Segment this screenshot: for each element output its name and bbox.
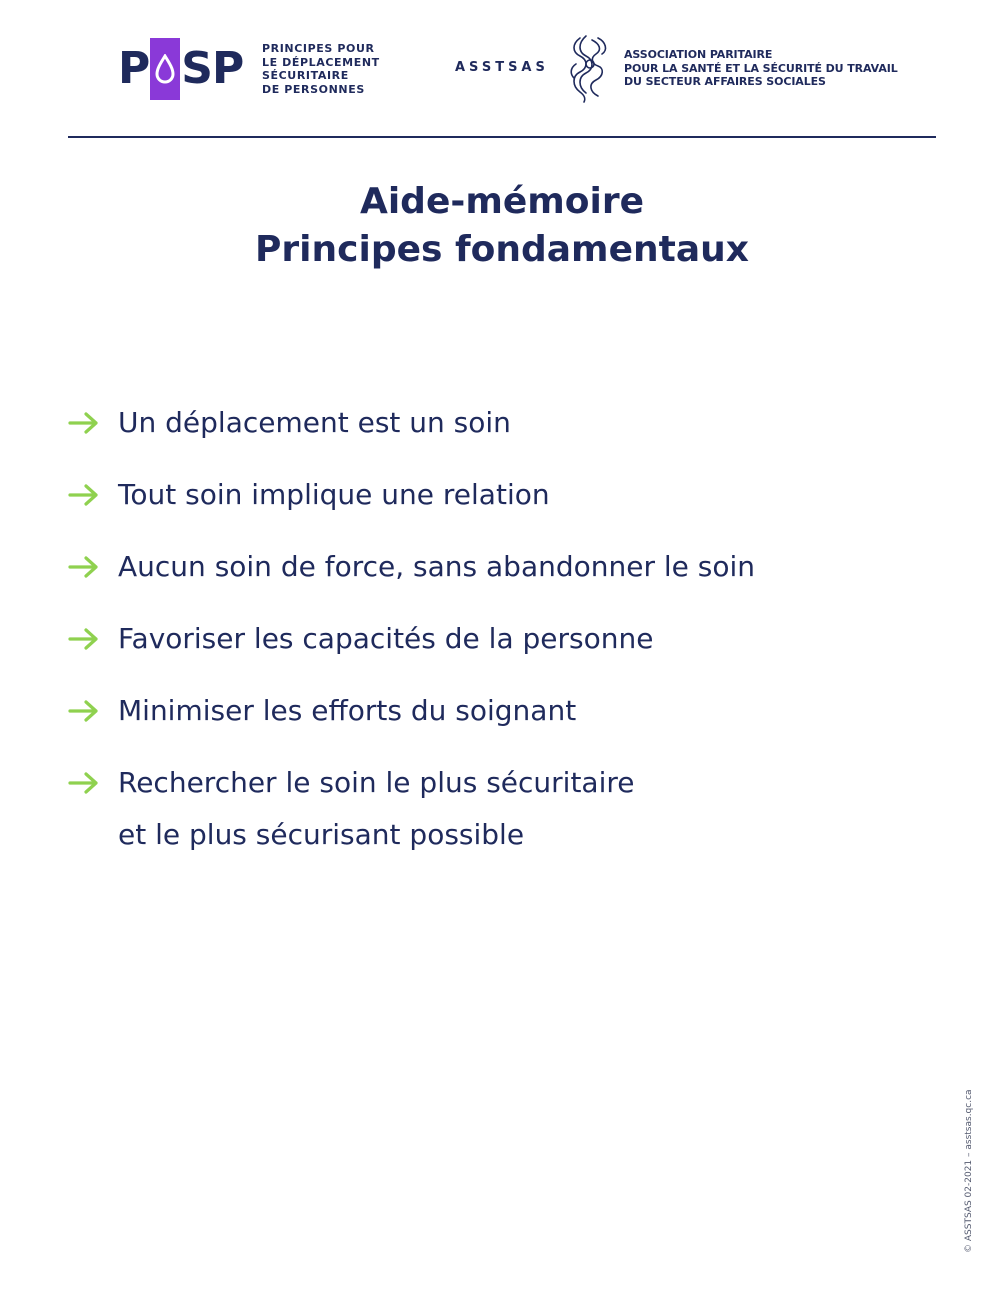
pdsp-logo-letters-sp: SP [181, 43, 244, 94]
pdsp-tagline-line: DE PERSONNES [262, 82, 365, 96]
asstsas-name-line: DU SECTEUR AFFAIRES SOCIALES [624, 75, 826, 88]
arrow-right-icon [68, 483, 100, 507]
principle-text-continued: et le plus sécurisant possible [118, 818, 525, 851]
pdsp-tagline-line: SÉCURITAIRE [262, 69, 349, 82]
copyright-notice: © ASSTSAS 02-2021 – asstsas.qc.ca [964, 1089, 974, 1253]
asstsas-full-name [624, 48, 924, 89]
arrow-right-icon [68, 555, 100, 579]
pdsp-logo-d-box [150, 38, 180, 100]
asstsas-wordmark: ASSTSAS [455, 60, 549, 75]
principle-item [68, 544, 928, 590]
arrow-right-icon [68, 627, 100, 651]
principle-text: Aucun soin de force, sans abandonner le soin [118, 550, 756, 583]
asstsas-name-line: POUR LA SANTÉ ET LA SÉCURITÉ DU TRAVAIL [624, 61, 898, 75]
principle-item [68, 616, 928, 662]
principle-item [68, 400, 928, 446]
arrow-right-icon [68, 699, 100, 723]
pdsp-tagline-line: PRINCIPES POUR [262, 42, 375, 55]
principle-text: Favoriser les capacités de la personne [118, 622, 654, 655]
principle-text: Rechercher le soin le plus sécuritaire [118, 766, 635, 799]
header-divider [68, 136, 936, 138]
arrow-right-icon [68, 771, 100, 795]
principle-text: Tout soin implique une relation [118, 478, 550, 511]
drop-icon [154, 54, 176, 84]
pdsp-logo [118, 38, 243, 100]
principle-item [68, 688, 928, 734]
page-header [0, 0, 1004, 140]
page-title-line-2: Principes fondamentaux [255, 229, 749, 270]
principle-text: Minimiser les efforts du soignant [118, 694, 577, 727]
pdsp-tagline-line: LE DÉPLACEMENT [262, 55, 380, 69]
asstsas-emblem-icon [566, 34, 610, 104]
arrow-right-icon [68, 411, 100, 435]
principle-item [68, 760, 928, 858]
asstsas-name-line: ASSOCIATION PARITAIRE [624, 48, 773, 61]
page-title [0, 178, 1004, 274]
pdsp-tagline [262, 42, 402, 96]
principles-list [68, 400, 928, 884]
pdsp-logo-mark [118, 38, 243, 100]
principle-item [68, 472, 928, 518]
page-title-line-1: Aide-mémoire [359, 181, 644, 222]
principle-text: Un déplacement est un soin [118, 406, 511, 439]
pdsp-logo-letter-p: P [118, 43, 150, 94]
